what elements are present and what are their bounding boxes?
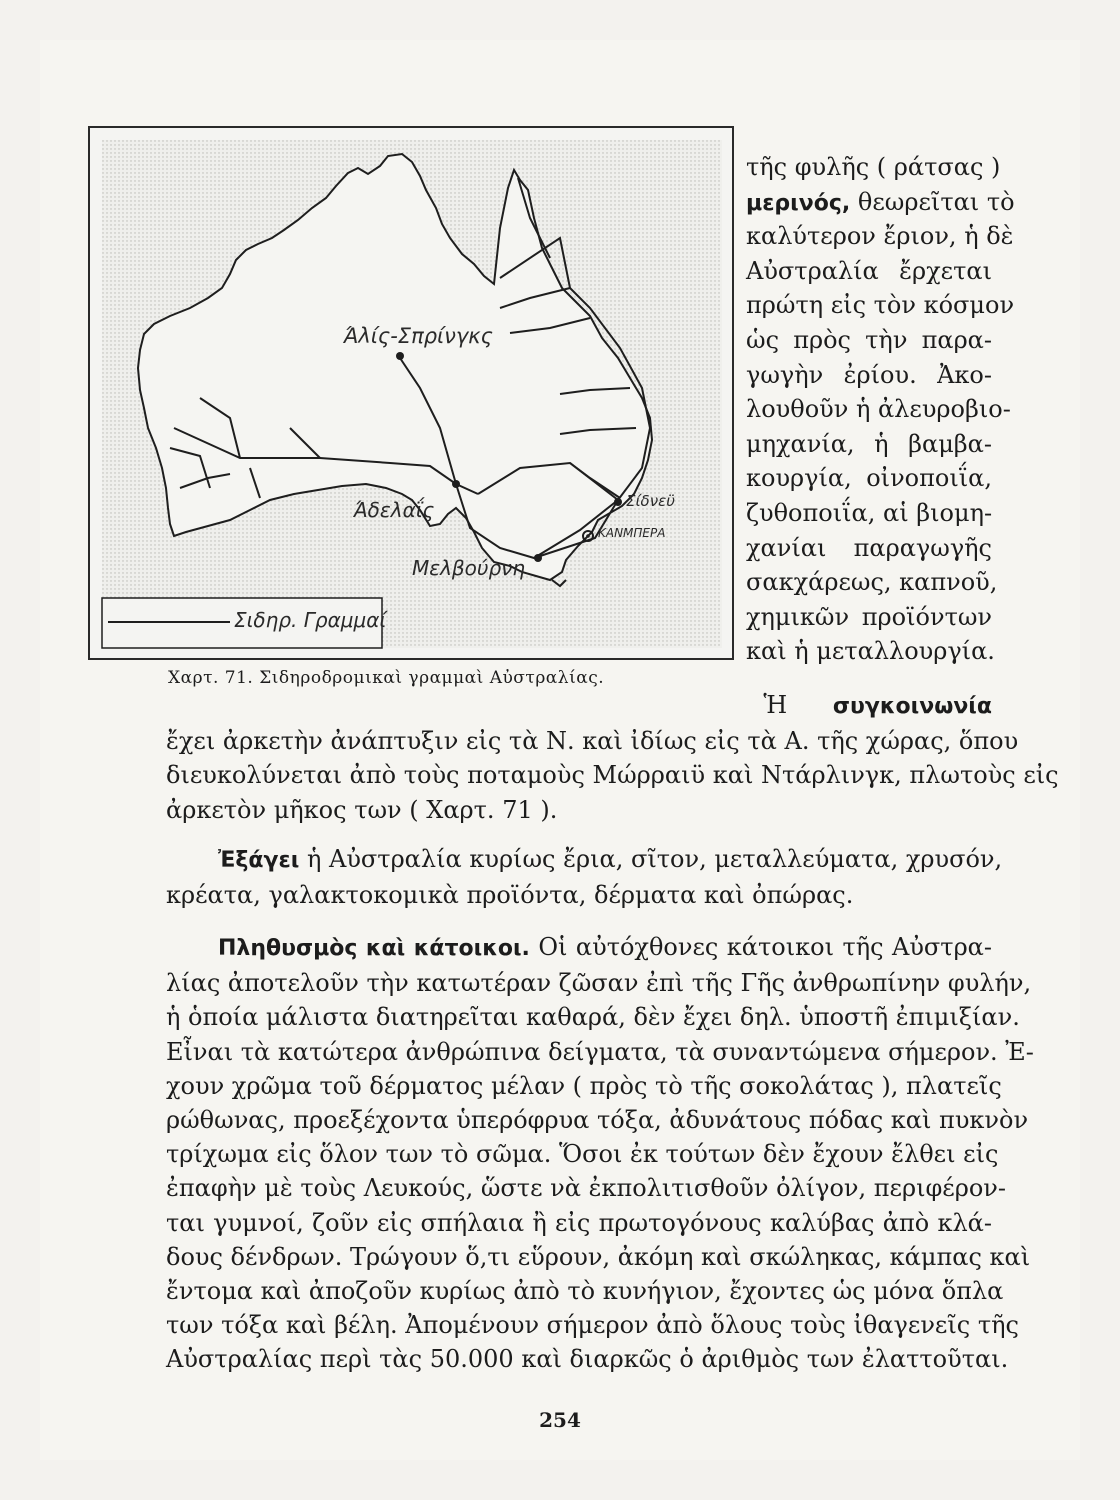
- paragraph-line: ρώθωνας, προεξέχοντα ὑπερόφρυα τόξα, ἀδυνάτους πόδας καὶ πυκνὸν: [166, 1106, 1029, 1135]
- exports-first-rest: ἡ Αὐστραλία κυρίως ἔρια, σῖτον, μεταλλεύματα, χρυσόν,: [306, 845, 1003, 873]
- population-first-rest: Οἱ αὐτόχθονες κάτοικοι τῆς Αὐστρα-: [538, 933, 993, 961]
- communication-heading-line: [166, 688, 992, 724]
- paragraph-line: διευκολύνεται ἀπὸ τοὺς ποταμοὺς Μώρραιϋ καὶ Ντάρλινγκ, πλωτοὺς εἰς: [166, 761, 1059, 790]
- legend-label: Σιδηρ. Γραμμαί: [234, 608, 387, 632]
- bold-term-merinos: μερινός,: [746, 190, 851, 216]
- map-label-adelaide: Άδελαΐς: [354, 498, 435, 522]
- exports-bold-term: Ἐξάγει: [218, 848, 300, 873]
- melbourne-dot: [534, 554, 542, 562]
- sydney-dot: [614, 498, 622, 506]
- page-number: 254: [539, 1408, 581, 1432]
- side-line: Αὐστραλία ἔρχεται: [746, 256, 992, 285]
- paragraph-line: δους δένδρων. Τρώγουν ὅ,τι εὕρουν, ἀκόμη καὶ σκώληκας, κάμπας καὶ: [166, 1242, 1031, 1271]
- adelaide-dot: [452, 480, 460, 488]
- population-paragraph: [166, 930, 1034, 1377]
- exports-paragraph: [166, 842, 1003, 912]
- communication-lead: Ἡ: [763, 691, 788, 719]
- canberra-dot: [586, 534, 590, 538]
- side-line: χανίαι παραγωγῆς: [746, 533, 992, 562]
- side-line-rest: θεωρεῖται τὸ: [857, 187, 1015, 216]
- side-line: καλύτερον ἔριον, ἡ δὲ: [746, 222, 1014, 251]
- paragraph-line: Εἶναι τὰ κατώτερα ἀνθρώπινα δείγματα, τὰ συναντώμενα σήμερον. Ἐ-: [166, 1037, 1034, 1066]
- map-caption: Χαρτ. 71. Σιδηροδρομικαὶ γραμμαὶ Αὐστραλίας.: [168, 668, 605, 688]
- map-label-alice-springs: Άλίς-Σπρίνγκς: [344, 324, 494, 348]
- side-line: γωγὴν ἐρίου. Ἀκο-: [746, 360, 992, 389]
- paragraph-line: των τόξα καὶ βέλη. Ἀπομένουν σήμερον ἀπὸ ὅλους τοὺς ἰθαγενεῖς τῆς: [166, 1311, 1019, 1340]
- side-line: πρώτη εἰς τὸν κόσμον: [746, 291, 1015, 320]
- side-line: χημικῶν προϊόντων: [746, 602, 992, 631]
- map-label-melbourne: Μελβούρνη: [412, 556, 526, 580]
- paragraph-line: ἀρκετὸν μῆκος των ( Χαρτ. 71 ).: [166, 795, 558, 824]
- side-line: μηχανία, ἡ βαμβα-: [746, 429, 992, 458]
- alice-springs-dot: [396, 352, 404, 360]
- exports-first-line: [166, 842, 1003, 878]
- side-line: ζυθοποιΐα, αἱ βιομη-: [746, 498, 993, 527]
- paragraph-line: ἔχει ἀρκετὴν ἀνάπτυξιν εἰς τὰ Ν. καὶ ἰδίως εἰς τὰ Α. τῆς χώρας, ὅπου: [166, 727, 1019, 756]
- population-first-line: [166, 930, 992, 966]
- australia-map-drawing: [90, 128, 732, 658]
- paragraph-line: λίας ἀποτελοῦν τὴν κατωτέραν ζῶσαν ἐπὶ τῆς Γῆς ἀνθρωπίνην φυλήν,: [166, 969, 1032, 998]
- side-column-text: [746, 150, 1015, 669]
- paragraph-line: Αὐστραλίας περὶ τὰς 50.000 καὶ διαρκῶς ὁ ἀριθμὸς των ἐλαττοῦται.: [166, 1345, 1009, 1374]
- side-line: καὶ ἡ μεταλλουργία.: [746, 637, 995, 666]
- communication-bold-term: συγκοινωνία: [832, 694, 992, 719]
- paragraph-line: ἐπαφὴν μὲ τοὺς Λευκούς, ὥστε νὰ ἐκπολιτισθοῦν ὀλίγον, περιφέρον-: [166, 1174, 1006, 1203]
- side-line: κουργία, οἰνοποιΐα,: [746, 464, 992, 493]
- paragraph-line: τρίχωμα εἰς ὅλον των τὸ σῶμα. Ὅσοι ἐκ τούτων δὲν ἔχουν ἔλθει εἰς: [166, 1140, 999, 1169]
- paragraph-line: ἔντομα καὶ ἀποζοῦν κυρίως ἀπὸ τὸ κυνήγιον, ἔχοντες ὡς μόνα ὅπλα: [166, 1277, 1004, 1306]
- map-label-sydney: Σίδνεϋ: [626, 492, 675, 510]
- paragraph-line: ἡ ὁποία μάλιστα διατηρεῖται καθαρά, δὲν ἔχει δηλ. ὑποστῆ ἐπιμιξίαν.: [166, 1003, 1020, 1032]
- map-label-canberra: ΚΑΝΜΠΕΡΑ: [598, 526, 666, 540]
- side-line: λουθοῦν ἡ ἀλευροβιο-: [746, 395, 1011, 424]
- side-line: ὡς πρὸς τὴν παρα-: [746, 325, 992, 354]
- paragraph-line: ται γυμνοί, ζοῦν εἰς σπήλαια ἢ εἰς πρωτογόνους καλύβας ἀπὸ κλά-: [166, 1208, 992, 1237]
- side-line: σακχάρεως, καπνοῦ,: [746, 568, 998, 597]
- railway-map: [88, 126, 734, 660]
- side-line: τῆς φυλῆς ( ράτσας ): [746, 153, 1001, 181]
- paragraph-line: κρέατα, γαλακτοκομικὰ προϊόντα, δέρματα καὶ ὀπώρας.: [166, 881, 854, 910]
- population-bold-heading: Πληθυσμὸς καὶ κάτοικοι.: [218, 936, 530, 961]
- side-line: [746, 185, 1015, 220]
- communication-paragraph: [166, 688, 1059, 827]
- paragraph-line: χουν χρῶμα τοῦ δέρματος μέλαν ( πρὸς τὸ τῆς σοκολάτας ), πλατεῖς: [166, 1071, 1002, 1100]
